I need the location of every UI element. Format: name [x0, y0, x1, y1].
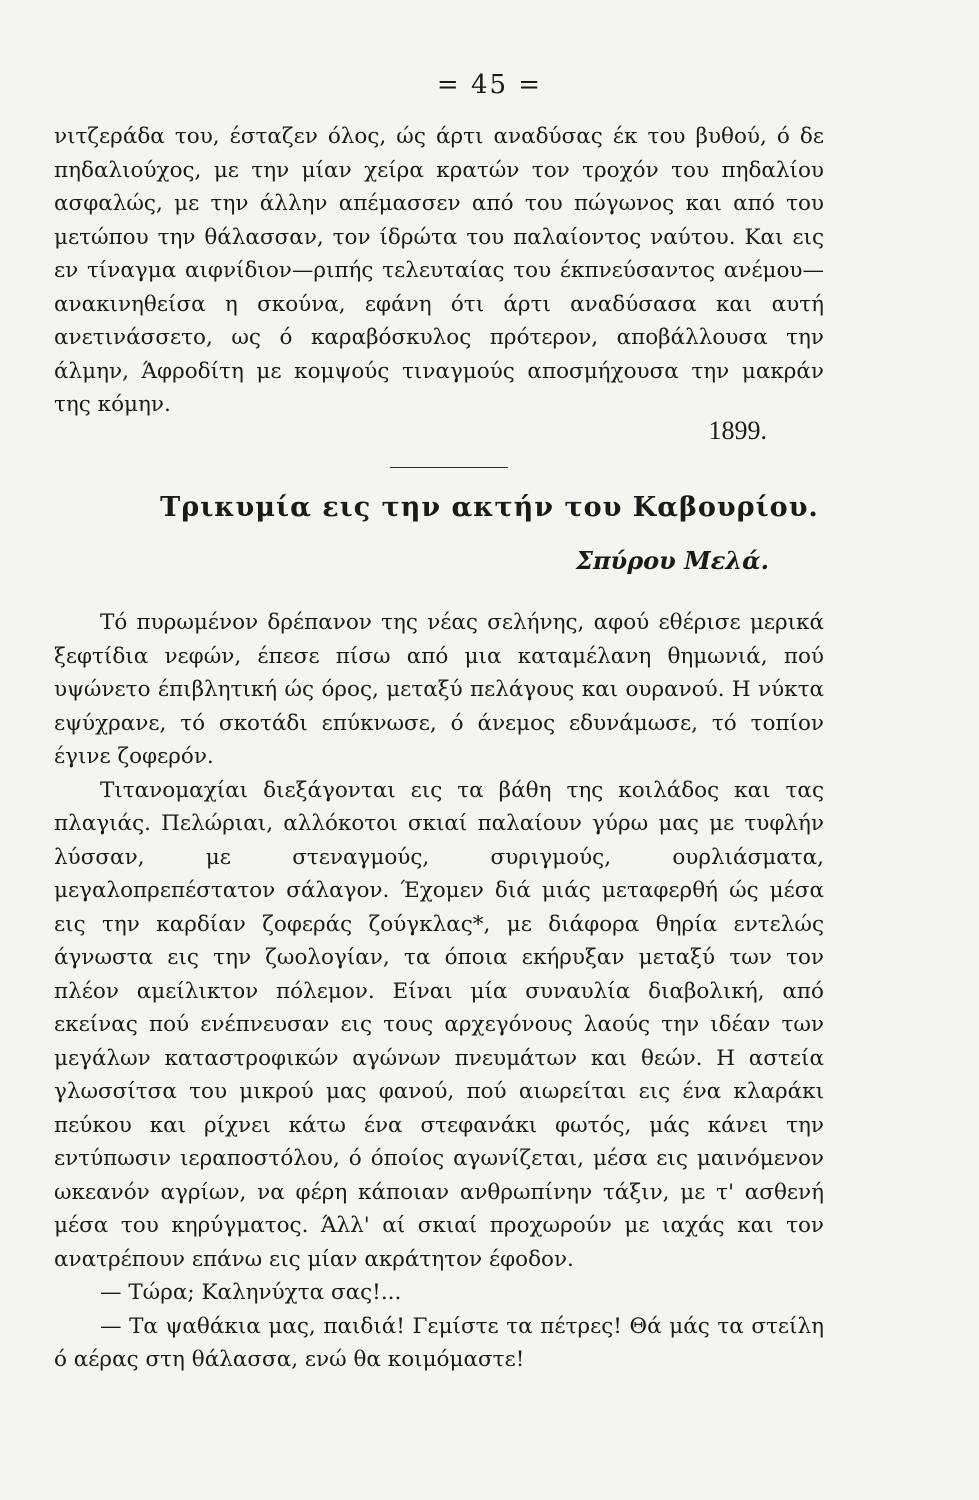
author-name: Σπύρου Μελά. [576, 546, 769, 575]
story-body [54, 606, 824, 1377]
page-number: = 45 = [436, 70, 543, 100]
section-title: Τρικυμία εις την ακτήν του Καβουρίου. [160, 492, 819, 523]
dialogue-line-1: — Τώρα; Καληνύχτα σας!... [100, 1280, 402, 1305]
dialogue-line-2: — Τα ψαθάκια μας, παιδιά! Γεμίστε τα πέτρες! Θά μάς τα στείλη ό αέρας στη θάλασσα, ενώ θα κοιμόμαστε! [54, 1313, 824, 1372]
section-divider [390, 467, 508, 468]
paragraph-1: Τό πυρωμένον δρέπανον της νέας σελήνης, αφού εθέρισε μερικά ξεφτίδια νεφών, έπεσε πίσω από μια καταμέλανη θημωνιά, πού υψώνετο έπιβλητική ώς όρος, μεταξύ πελάγους και ουρανού. Η νύκτα εψύχρανε, τό σκοτάδι επύκνωσε, ό άνεμος εδυνάμωσε, τό τοπίον έγινε ζοφερόν. [54, 610, 824, 769]
paragraph-2: Τιτανομαχίαι διεξάγονται εις τα βάθη της κοιλάδος και τας πλαγιάς. Πελώριαι, αλλόκοτοι σκιαί παλαίουν γύρω μας με τυφλήν λύσσαν, με στεναγμούς, συριγμούς, ουρλιάσματα, μεγαλοπρεπέστατον σάλαγον. Έχομεν διά μιάς μεταφερθή ώς μέσα εις την καρδίαν ζοφεράς ζούγκλας*, με διάφορα θηρία εντελώς άγνωστα εις την ζωολογίαν, τα όποια εκήρυξαν μεταξύ των τον πλέον αμείλικτον πόλεμον. Είναι μία συναυλία διαβολική, από εκείνας πού ενέπνευσαν εις τους αρχεγόνους λαούς την ιδέαν των μεγάλων καταστροφικών αγώνων πνευμάτων και θεών. Η αστεία γλωσσίτσα του μικρού μας φανού, πού αιωρείται εις ένα κλαράκι πεύκου και ρίχνει κάτω ένα στεφανάκι φωτός, μάς κάνει την εντύπωσιν ιεραποστόλου, ό όποίος αγωνίζεται, μέσα εις μαινόμενον ωκεανόν αγρίων, να φέρη κάποιαν ανθρωπίνην τάξιν, με τ' ασθενή μέσα του κηρύγματος. Άλλ' αί σκιαί προχωρούν με ιαχάς και τον ανατρέπουν επάνω εις μίαν ακράτητον έφοδον. [54, 777, 824, 1272]
continuation-paragraph: νιτζεράδα του, έσταζεν όλος, ώς άρτι αναδύσας έκ του βυθού, ό δε πηδαλιούχος, με την μίαν χείρα κρατών τον τροχόν του πηδαλίου ασφαλώς, με την άλλην απέμασσεν από του πώγωνος και από του μετώπου την θάλασσαν, τον ίδρώτα του παλαίοντος ναύτου. Και εις εν τίναγμα αιφνίδιον—ριπής τελευταίας του έκπνεύσαντος ανέμου—ανακινηθείσα η σκούνα, εφάνη ότι άρτι αναδύσασα και αυτή ανετινάσσετο, ως ό καραβόσκυλος πρότερον, αποβάλλουσα την άλμην, Άφροδίτη με κομψούς τιναγμούς αποσμήχουσα την μακράν της κόμην. [54, 124, 824, 417]
date: 1899. [708, 416, 767, 445]
continuation-block [54, 120, 824, 422]
